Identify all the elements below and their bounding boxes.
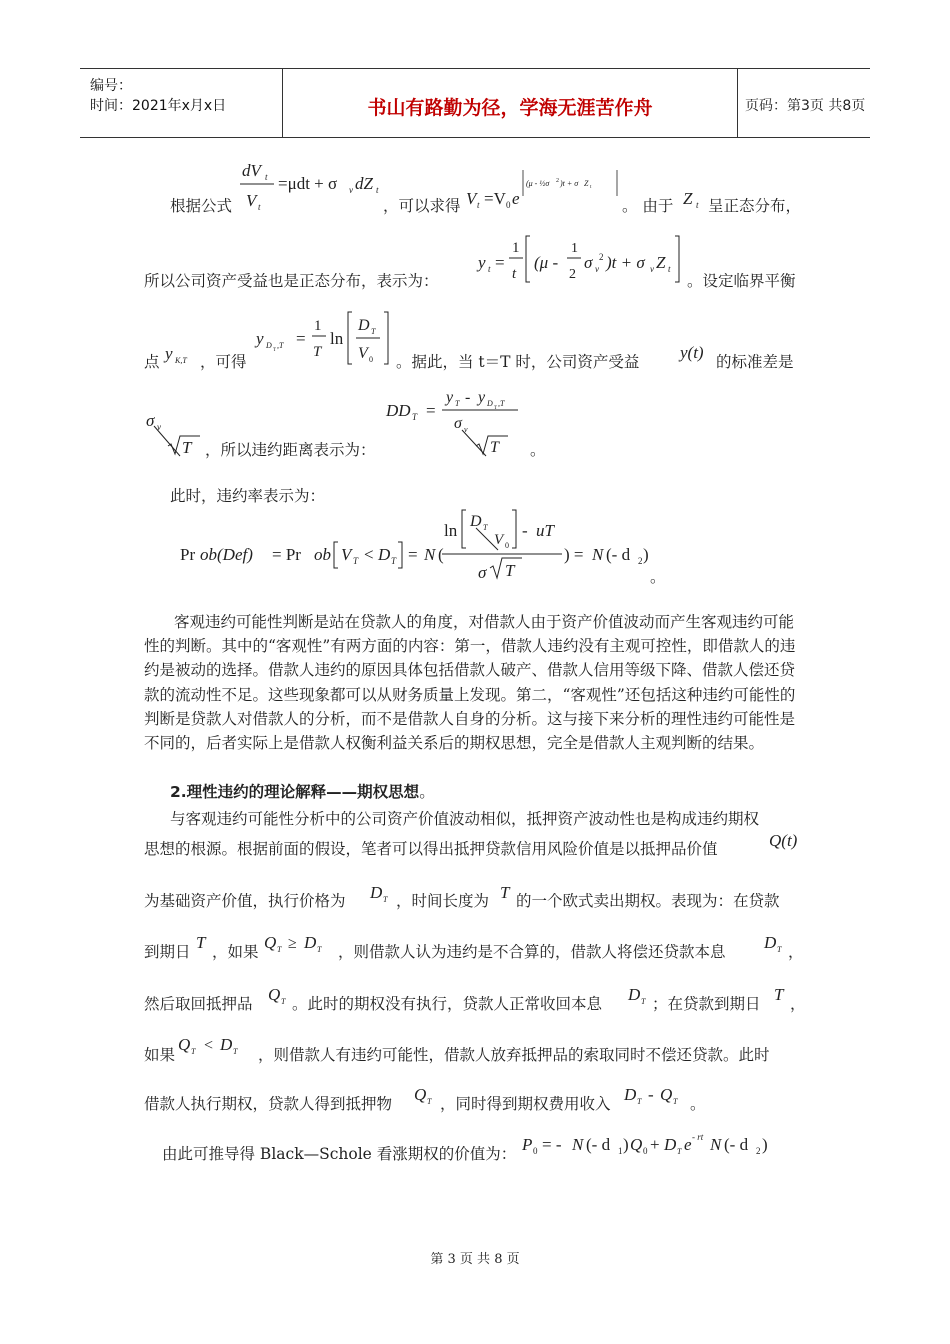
svg-text:t: t [668,264,671,274]
heading-end: 。 [419,783,435,801]
svg-text:D: D [628,985,641,1004]
text-l2a: 所以公司资产受益也是正态分布，表示为： [144,272,439,290]
svg-text:)t + σ: )t + σ [560,179,579,188]
svg-text:- rt: - rt [692,1132,704,1142]
svg-text:v: v [650,264,654,274]
formula-y-of-t [678,340,716,370]
svg-text:D: D [378,545,391,564]
page-footer: 第 3 页 共 8 页 [430,1252,520,1267]
svg-text:T: T [455,399,460,408]
text-p2-l7c: 。 [690,1095,706,1113]
svg-text:t: t [376,185,379,195]
svg-text:) =: ) = [564,545,584,564]
svg-text:e: e [684,1135,692,1154]
svg-text:T: T [641,997,646,1006]
text-l1b: ，可以求得 [383,197,461,215]
svg-text:D: D [304,933,317,952]
svg-text:Q: Q [268,985,281,1004]
svg-text:,T: ,T [498,399,505,408]
svg-text:T: T [427,1097,432,1106]
svg-text:T: T [273,348,277,353]
svg-text:t: t [258,202,261,212]
svg-text:T: T [182,438,192,457]
svg-text:T: T [490,439,499,456]
text-p2-l5c: ；在贷款到期日 [652,995,761,1013]
text-p2-l7b: ，同时得到期权费用收入 [440,1095,611,1113]
svg-text:<: < [204,1037,214,1054]
text-l1c: 。 由于 [622,197,674,215]
text-l3c: 。据此，当 t＝T 时，公司资产受益 [396,353,640,371]
svg-text:σ: σ [146,411,155,430]
svg-text:1: 1 [571,241,578,256]
svg-text:V: V [466,189,477,208]
text-p2-l3b: ，时间长度为 [396,892,490,910]
svg-text:dZ: dZ [355,174,373,193]
svg-text:T: T [313,344,322,360]
svg-text:(μ -: (μ - [534,253,559,272]
text-p2-l3c: 的一个欧式卖出期权。表现为：在贷款 [516,892,780,910]
svg-text:v: v [349,185,353,195]
text-l1d: 呈正态分布， [708,197,802,215]
svg-text:=μdt + σ: =μdt + σ [278,174,338,193]
svg-text:T: T [391,556,397,566]
svg-text:ln: ln [444,521,458,540]
svg-text:DD: DD [386,401,411,420]
text-p2-l6a: 如果 [144,1046,176,1064]
svg-text:V: V [341,545,352,564]
svg-text:uT: uT [536,521,554,540]
svg-text:Q: Q [264,933,277,952]
svg-text:2: 2 [569,267,576,282]
formula-dv-over-v [238,154,378,218]
formula-ykt [164,342,198,372]
svg-text:K,T: K,T [175,356,187,365]
svg-text:(: ( [438,545,444,564]
formula-dt-2 [762,930,788,958]
svg-text:T: T [317,945,322,954]
svg-text:ln: ln [330,329,344,348]
svg-text:Z: Z [584,179,589,188]
svg-text:T: T [483,523,488,532]
svg-text:=: = [296,329,306,348]
text-p2-l4a: 到期日 [144,943,191,961]
svg-text:t: t [488,264,491,274]
header-right-cell [737,69,870,137]
serial-label: 编号： [90,78,132,94]
svg-text:D: D [370,883,383,902]
svg-text:=: = [495,253,505,272]
svg-text:T: T [196,933,206,952]
svg-text:0: 0 [643,1146,648,1156]
svg-text:≥: ≥ [288,935,297,952]
paragraph-objective-default [144,610,808,755]
svg-text:(μ - ½σ: (μ - ½σ [526,179,550,188]
svg-text:v: v [595,264,599,274]
text-p2-l5a: 然后取回抵押品 [144,995,253,1013]
text-l4a: ，所以违约距离表示为： [205,441,376,459]
text-l5: 此时，违约率表示为： [170,487,326,505]
svg-text:T: T [500,883,510,902]
svg-text:v: v [464,425,468,434]
svg-text:T: T [371,327,376,336]
svg-text:D: D [487,399,493,408]
svg-text:T: T [637,1097,642,1106]
svg-text:D: D [220,1035,233,1054]
formula-sigma-sqrt-t [144,406,202,458]
header-motto: 书山有路勤为径，学海无涯苦作舟 [367,97,653,119]
svg-text:y: y [446,389,454,406]
svg-text:T: T [277,945,282,954]
svg-text:0: 0 [506,200,511,210]
svg-text:= Pr: = Pr [272,545,301,564]
svg-text:T: T [191,1047,196,1056]
svg-text:Pr: Pr [180,545,196,564]
formula-q-of-t [767,826,807,856]
text-p2-l6b: ，则借款人有违约可能性，借款人放弃抵押品的索取同时不偿还贷款。此时 [258,1046,770,1064]
svg-text:dV: dV [242,161,261,180]
svg-text:T: T [233,1047,238,1056]
svg-text:1: 1 [512,240,520,256]
svg-text:=V: =V [484,189,506,208]
svg-text:T: T [353,556,359,566]
svg-text:T: T [774,985,784,1004]
svg-text:<: < [364,545,374,564]
svg-text:y: y [478,253,486,272]
formula-qt-lt-dt [176,1032,258,1062]
svg-text:Q: Q [178,1035,191,1054]
svg-text:2: 2 [599,252,604,262]
svg-text:v: v [157,422,161,432]
formula-t-1 [498,880,516,908]
svg-text:V: V [494,532,504,548]
svg-text:y: y [478,389,486,406]
svg-text:t: t [696,200,699,210]
text-p2-l4d: ， [788,943,804,961]
formula-dt-1 [368,880,394,908]
formula-yt [478,232,688,288]
svg-text:t: t [590,185,592,190]
header-center-cell [282,69,738,137]
formula-distance-to-default [384,384,524,460]
svg-text:T: T [673,1097,678,1106]
svg-text:0: 0 [533,1146,538,1156]
svg-text:t: t [265,172,268,182]
text-p2-l4b: ，如果 [212,943,259,961]
svg-text:T: T [281,997,286,1006]
text-p3: 由此可推导得 Black—Schole 看涨期权的价值为： [162,1145,517,1163]
svg-text:D: D [358,317,370,334]
svg-text:T: T [677,1147,682,1156]
text-l6-end: 。 [650,568,666,586]
svg-text:t: t [512,266,517,282]
svg-text:): ) [762,1135,768,1154]
formula-qt-2 [412,1082,438,1110]
svg-text:-: - [522,521,528,540]
svg-text:D: D [664,1135,677,1154]
heading-text: 2.理性违约的理论解释——期权思想 [170,783,420,801]
svg-text:Q: Q [660,1085,673,1104]
svg-text:T: T [777,945,782,954]
svg-text:,T: ,T [277,341,284,350]
svg-text:0: 0 [369,355,373,364]
svg-text:D: D [764,933,777,952]
paragraph-text: 客观违约可能性判断是站在贷款人的角度，对借款人由于资产价值波动而产生客观违约可能性的判断。其中的“客观性”有两方面的内容：第一，借款人违约没有主观可控性，即借款人的违约是被动的选择。借款人违约的原因具体包括借款人破产、借款人信用等级下降、借款人偿还贷款的流动性不足。这些现象都可以从财务质量上发现。第二，“客观性”还包括这种违约可能性的判断是贷款人对借款人的分析，而不是借款人自身的分析。这与接下来分析的理性违约可能性是不同的，后者实际上是借款人权衡利益关系后的期权思想，完全是借款人主观判断的结果。 [144,613,796,753]
svg-text:Z: Z [656,253,666,272]
svg-text:(- d: (- d [724,1135,749,1154]
text-p2-l5d: ， [790,995,806,1013]
formula-zt [682,186,706,216]
svg-text:y: y [165,344,173,363]
svg-text:σ: σ [478,563,487,582]
header-left-cell [80,69,282,137]
svg-text:): ) [643,545,649,564]
formula-t-3 [772,982,790,1010]
svg-text:-: - [648,1085,654,1104]
text-l3b: ，可得 [200,353,247,371]
svg-text:T: T [505,561,515,580]
svg-text:=: = [426,401,436,420]
text-p2-l2: 思想的根源。根据前面的假设，笔者可以得出抵押贷款信用风险价值是以抵押品价值 [144,840,718,858]
text-p2-l1: 与客观违约可能性分析中的公司资产价值波动相似，抵押资产波动性也是构成违约期权 [170,810,760,828]
svg-text:N: N [592,545,604,564]
svg-text:e: e [512,189,520,208]
text-l3a: 点 [144,353,160,371]
svg-text:V: V [358,345,368,362]
svg-text:t: t [477,200,480,210]
svg-text:N: N [572,1135,584,1154]
svg-text:P: P [522,1135,533,1154]
svg-text:N: N [424,545,436,564]
svg-text:Q: Q [630,1135,643,1154]
formula-vt [466,164,626,214]
svg-text:2: 2 [556,178,559,184]
text-l3d: 的标准差是 [716,353,794,371]
svg-text:): ) [623,1135,629,1154]
svg-text:T: T [412,412,418,422]
formula-t-2 [194,930,212,958]
svg-text:T: T [494,406,498,411]
svg-text:ob(Def): ob(Def) [200,545,253,564]
svg-text:(- d: (- d [586,1135,611,1154]
formula-black-scholes [520,1128,776,1164]
page-header [80,68,870,138]
svg-text:1: 1 [314,318,322,334]
formula-qt-1 [266,982,292,1010]
svg-text:2: 2 [756,1146,761,1156]
text-l1a: 根据公式 [170,197,233,215]
svg-text:N: N [710,1135,722,1154]
svg-text:y: y [256,329,264,348]
formula-qt-geq-dt [262,930,342,960]
text-p2-l5b: 。此时的期权没有执行，贷款人正常收回本息 [292,995,603,1013]
text-l4b: 。 [530,441,546,459]
text-l2b: 。设定临界平衡 [687,272,796,290]
svg-text:D: D [624,1085,637,1104]
svg-text:Q(t): Q(t) [769,831,798,850]
svg-text:y(t): y(t) [680,343,704,362]
svg-text:1: 1 [618,1146,623,1156]
formula-ydt [256,306,396,370]
text-p2-l3a: 为基础资产价值，执行价格为 [144,892,346,910]
time-label: 时间：2021年x月x日 [90,98,227,114]
svg-text:V: V [246,191,257,210]
svg-text:Z: Z [683,189,693,208]
svg-text:D: D [266,341,272,350]
svg-text:)t + σ: )t + σ [606,253,645,272]
svg-text:T: T [383,895,388,904]
svg-text:0: 0 [505,541,509,550]
svg-text:ob: ob [314,545,331,564]
formula-prob-default [176,504,651,586]
formula-dt-minus-qt [622,1082,692,1110]
svg-text:(- d: (- d [606,545,631,564]
svg-text:D: D [470,513,482,530]
svg-text:+: + [650,1135,660,1154]
text-p2-l4c: ，则借款人认为违约是不合算的，借款人将偿还贷款本息 [338,943,726,961]
svg-text:= -: = - [542,1135,562,1154]
svg-text:-: - [465,389,471,406]
section-heading-2 [170,785,435,801]
svg-text:=: = [408,545,418,564]
formula-dt-3 [626,982,652,1010]
text-p2-l7a: 借款人执行期权，贷款人得到抵押物 [144,1095,393,1113]
svg-text:Q: Q [414,1085,427,1104]
svg-text:σ: σ [454,415,462,432]
page-info: 页码：第3页 共8页 [745,98,866,114]
svg-text:σ: σ [584,253,593,272]
svg-text:2: 2 [638,556,643,566]
